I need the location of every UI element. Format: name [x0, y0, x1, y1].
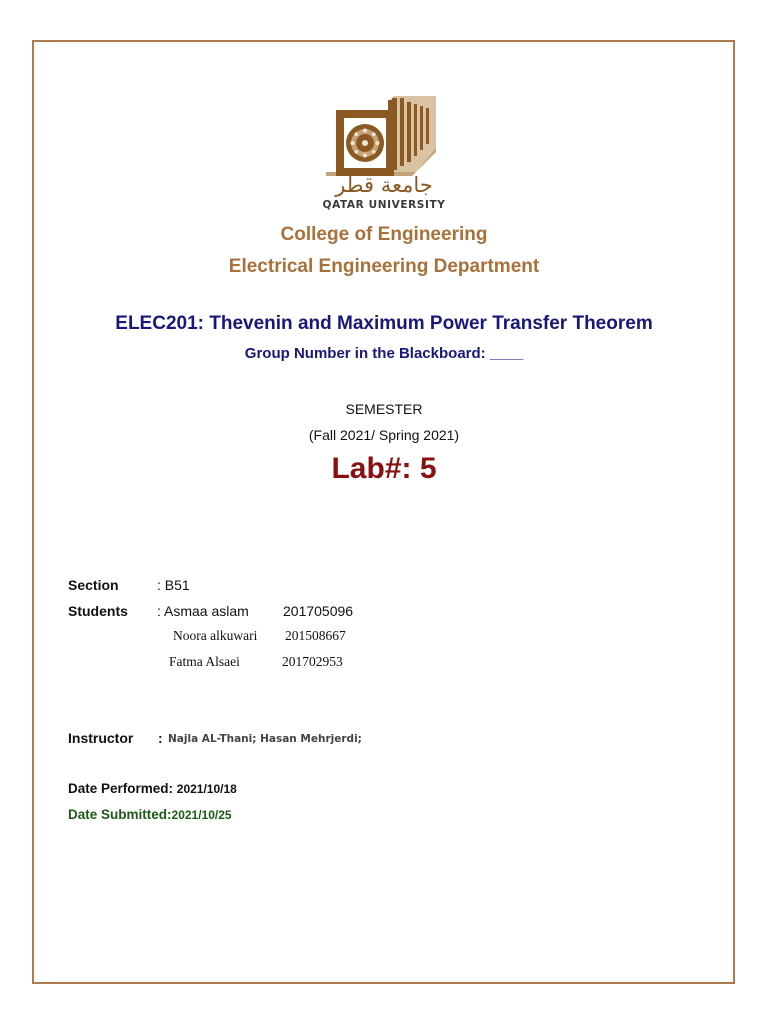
- date-submitted-label: Date Submitted:: [68, 807, 172, 822]
- instructor-label: Instructor: [68, 730, 134, 746]
- instructor-separator: :: [158, 730, 163, 746]
- logo-arabic-name: جامعة قطر: [335, 173, 433, 197]
- lab-number: Lab#: 5: [331, 452, 437, 485]
- instructor-names: Najla AL-Thani; Hasan Mehrjerdi;: [168, 733, 362, 745]
- section-label: Section: [68, 577, 119, 593]
- student-name: : Asmaa aslam: [157, 603, 249, 619]
- date-submitted: [68, 807, 232, 822]
- student-id: 201702953: [282, 654, 343, 669]
- student-id: 201705096: [283, 603, 354, 619]
- logo-english-name: QATAR UNIVERSITY: [322, 199, 446, 211]
- semester-terms: (Fall 2021/ Spring 2021): [308, 427, 460, 443]
- student-name: Noora alkuwari: [173, 628, 258, 643]
- date-performed-label: Date Performed:: [68, 781, 177, 796]
- college-name: College of Engineering: [280, 224, 488, 245]
- group-number-line: Group Number in the Blackboard: ____: [244, 345, 524, 362]
- students-label: Students: [68, 603, 128, 619]
- department-name: Electrical Engineering Department: [228, 256, 540, 277]
- date-submitted-value: 2021/10/25: [171, 808, 232, 822]
- date-performed: [68, 781, 237, 796]
- date-performed-value: 2021/10/18: [176, 782, 237, 796]
- student-id: 201508667: [285, 628, 346, 643]
- section-value: : B51: [157, 577, 190, 593]
- student-name: Fatma Alsaei: [169, 654, 240, 669]
- course-title: ELEC201: Thevenin and Maximum Power Transfer Theorem: [115, 313, 653, 334]
- semester-label: SEMESTER: [345, 401, 423, 417]
